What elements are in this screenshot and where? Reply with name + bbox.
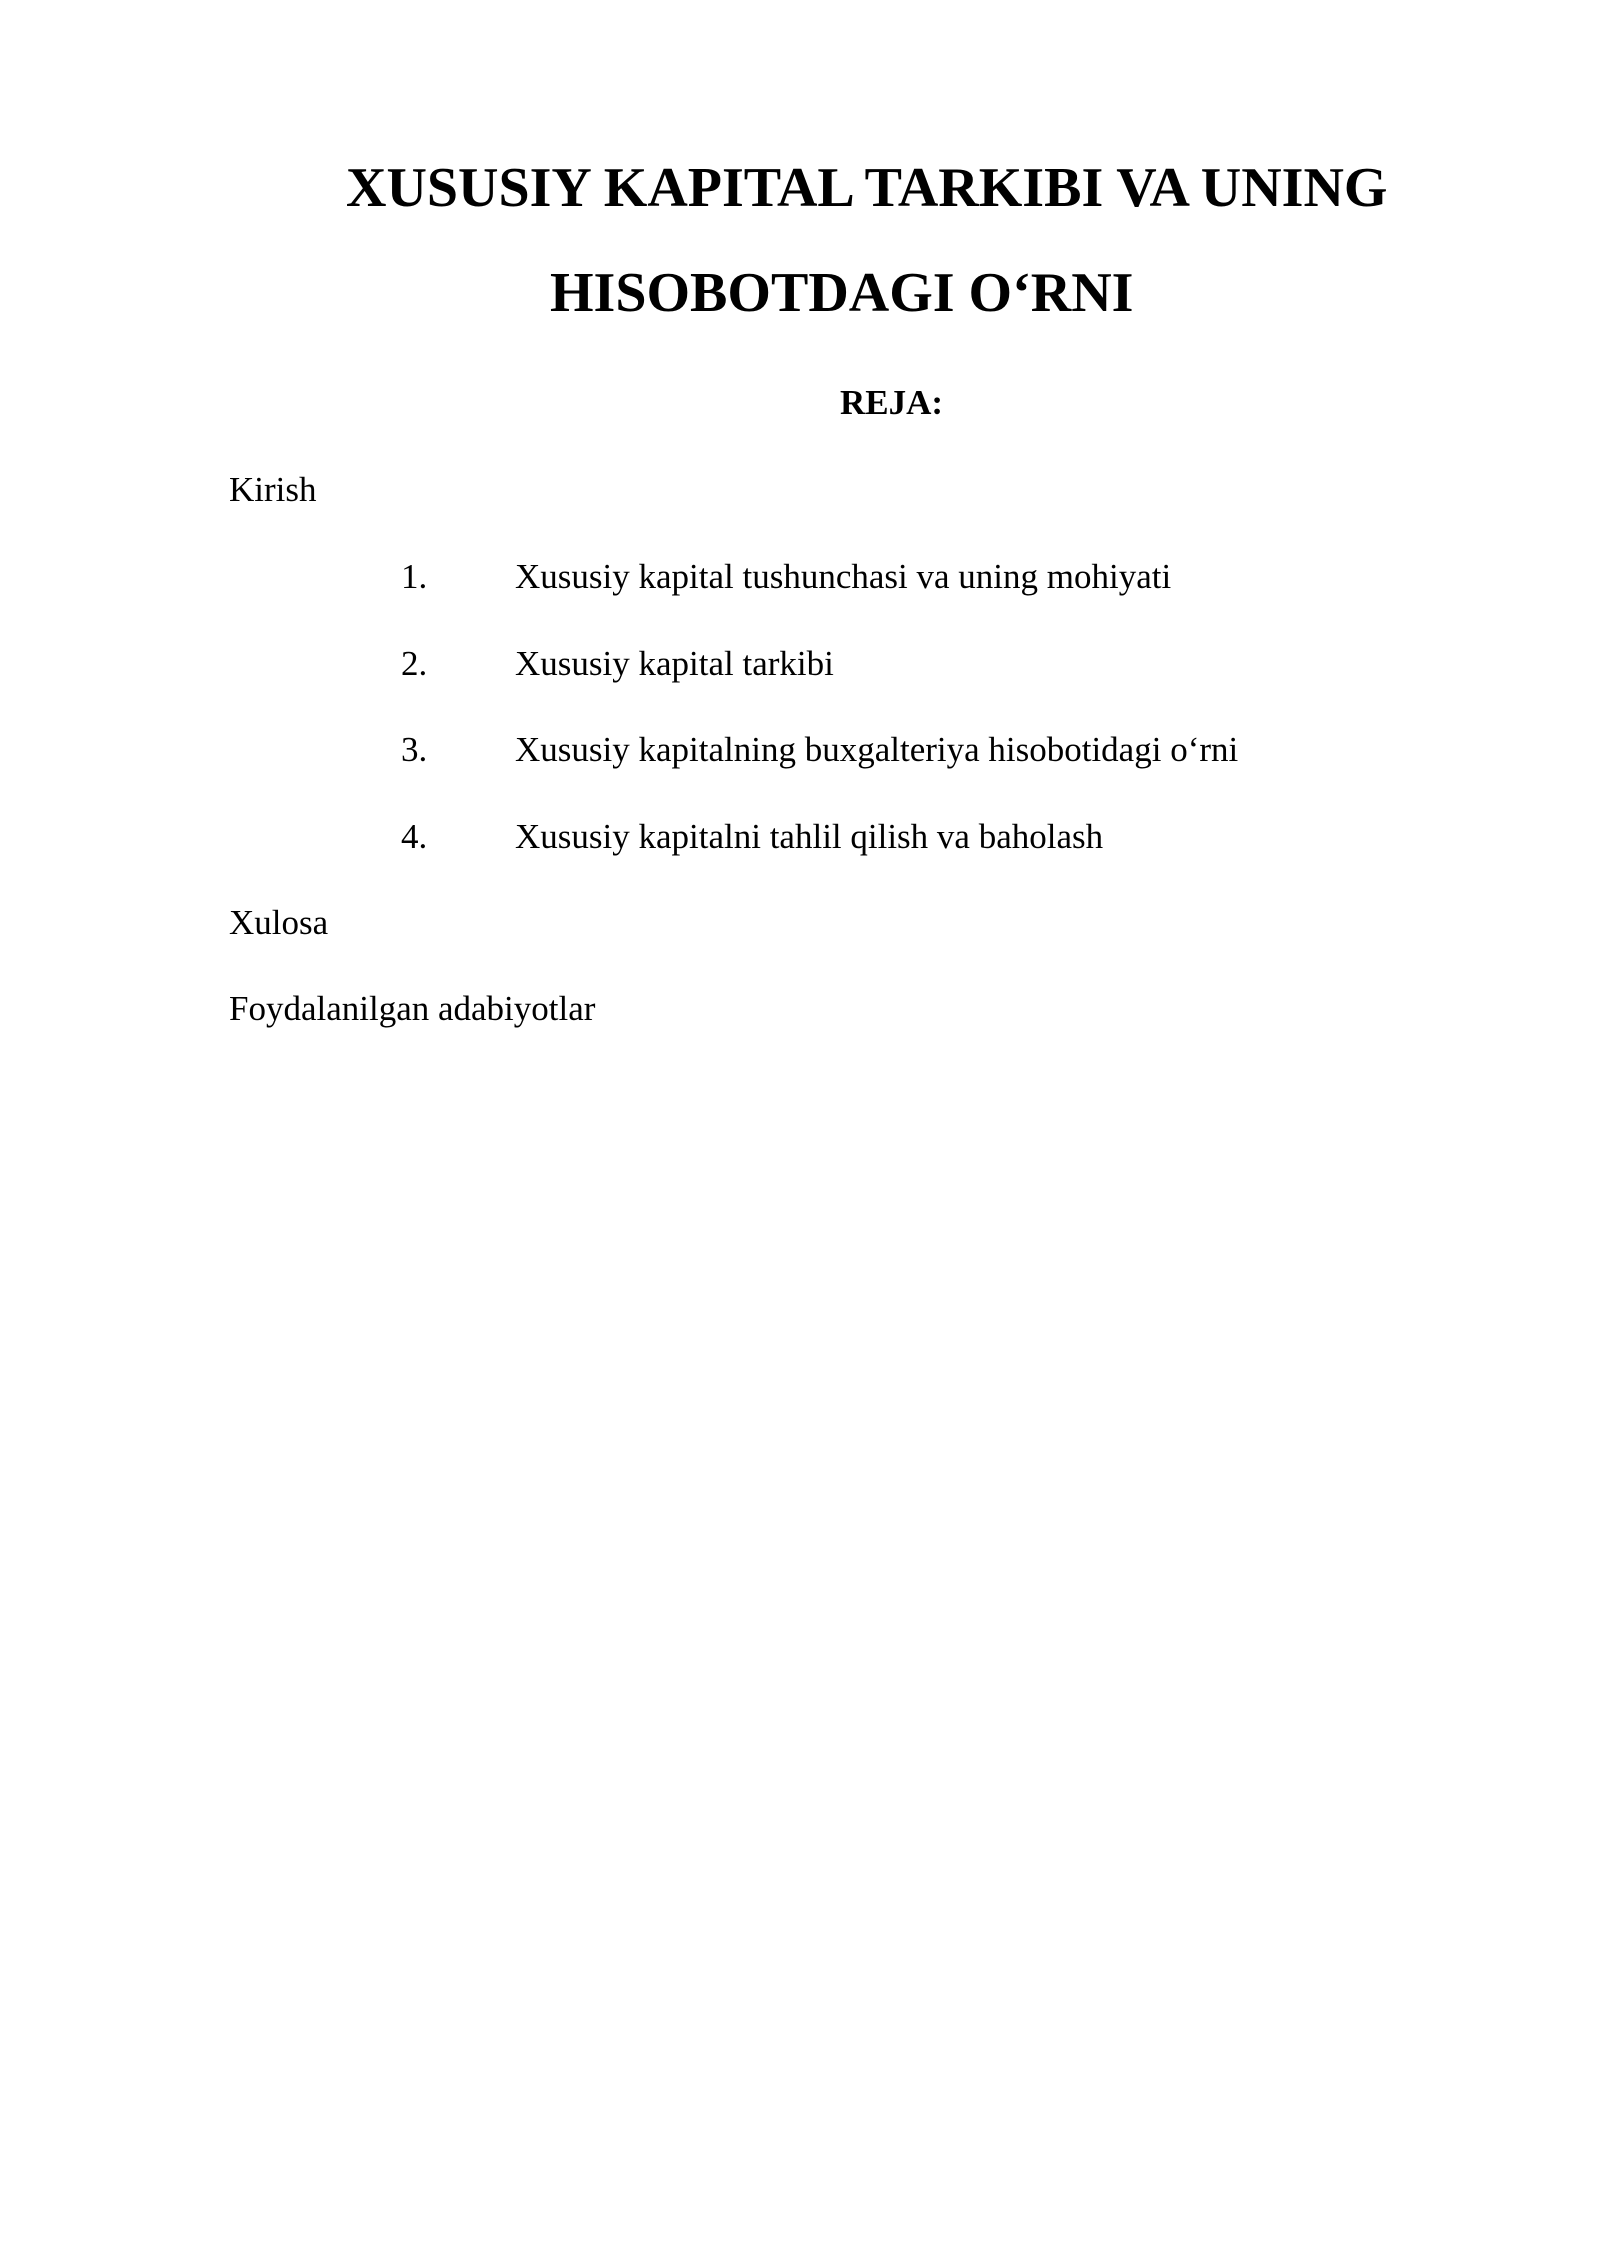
references-entry: Foydalanilgan adabiyotlar [229, 989, 596, 1028]
document-title-line-2: HISOBOTDAGI O‘RNI [550, 262, 1134, 324]
conclusion-entry: Xulosa [229, 903, 329, 942]
plan-list-item [0, 559, 1600, 599]
plan-item-text: Xususiy kapital tushunchasi va uning mohiyati [515, 557, 1172, 596]
plan-list-item [0, 732, 1600, 772]
plan-list-item [0, 819, 1600, 859]
plan-item-text: Xususiy kapital tarkibi [515, 644, 834, 683]
plan-item-text: Xususiy kapitalning buxgalteriya hisobotidagi o‘rni [515, 730, 1239, 769]
plan-list-item [0, 646, 1600, 686]
document-title-line-1: XUSUSIY KAPITAL TARKIBI VA UNING [346, 157, 1388, 219]
plan-item-number: 4. [401, 817, 428, 856]
plan-item-text: Xususiy kapitalni tahlil qilish va baholash [515, 817, 1104, 856]
plan-item-number: 3. [401, 730, 428, 769]
plan-item-number: 2. [401, 644, 428, 683]
intro-entry: Kirish [229, 470, 317, 509]
plan-item-number: 1. [401, 557, 428, 596]
plan-heading: REJA: [840, 383, 944, 422]
